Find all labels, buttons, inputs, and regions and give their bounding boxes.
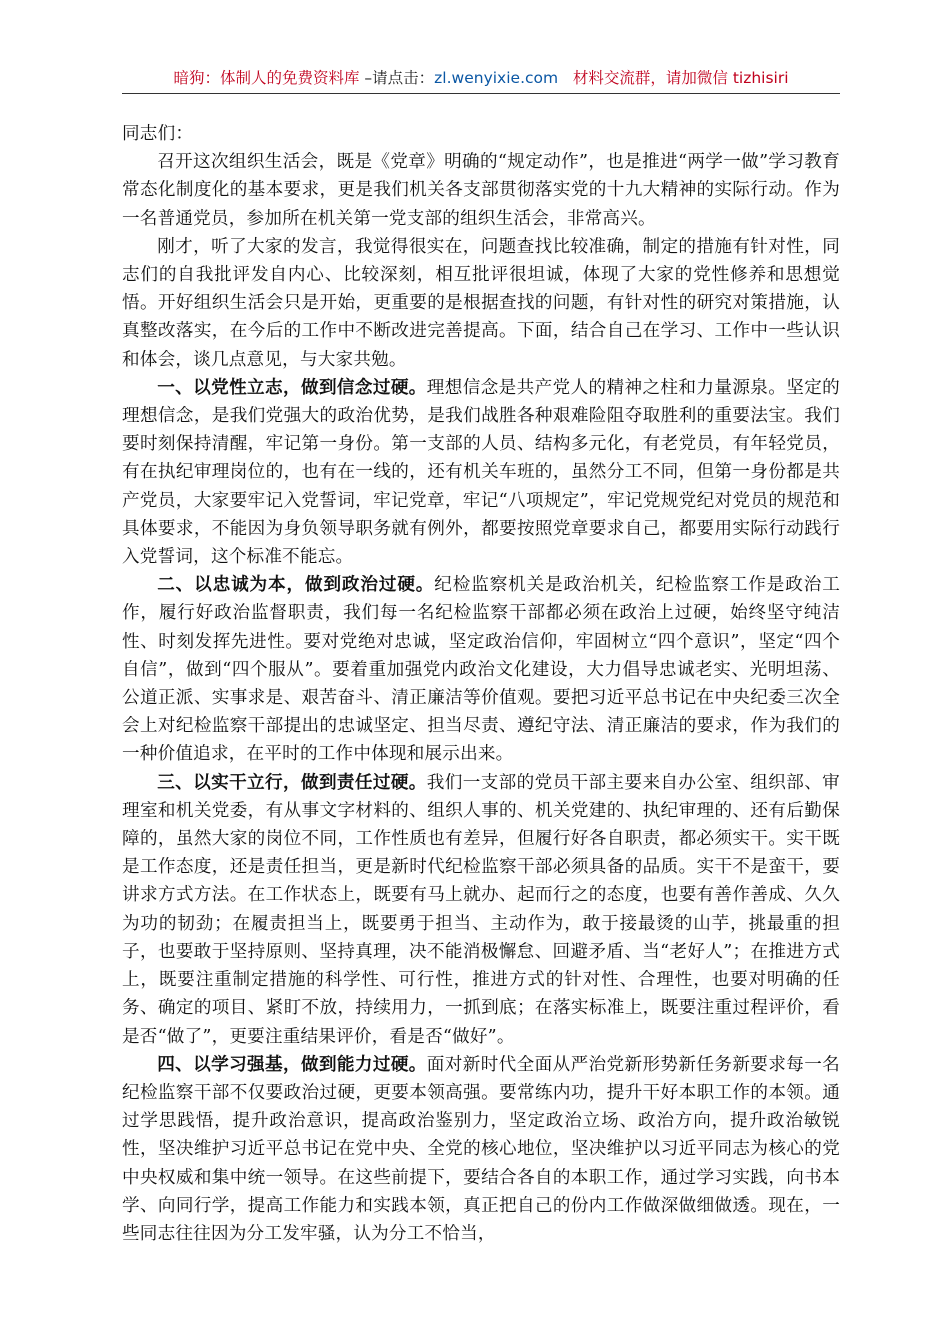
paragraph-comment: 刚才，听了大家的发言，我觉得很实在，问题查找比较准确，制定的措施有针对性，同志们的自我批评发自内心、比较深刻，相互批评很坦诚，体现了大家的党性修养和思想觉悟。开好组织生活会只是开始，更重要的是根据查找的问题，有针对性的研究对策措施，认真整改落实，在今后的工作中不断改进完善提高。下面，结合自己在学习、工作中一些认识和体会，谈几点意见，与大家共勉。 <box>122 236 840 370</box>
header-url-link[interactable]: zl.wenyixie.com <box>434 69 559 87</box>
section-4-title: 四、以学习强基，做到能力过硬。 <box>157 1053 427 1075</box>
section-2-body: 纪检监察机关是政治机关，纪检监察工作是政治工作，履行好政治监督职责，我们每一名纪检监察干部都必须在政治上过硬，始终坚守纯洁性、时刻发挥先进性。要对党绝对忠诚，坚定政治信仰，牢固树立“四个意识”，坚定“四个自信”，做到“四个服从”。要着重加强党内政治文化建设，大力倡导忠诚老实、光明坦荡、公道正派、实事求是、艰苦奋斗、清正廉洁等价值观。要把习近平总书记在中央纪委三次全会上对纪检监察干部提出的忠诚坚定、担当尽责、遵纪守法、清正廉洁的要求，作为我们的一种价值追求，在平时的工作中体现和展示出来。 <box>122 575 840 765</box>
salutation: 同志们： <box>122 124 194 144</box>
header-brand: 暗狗：体制人的免费资料库 <box>173 69 360 87</box>
section-1-body: 理想信念是共产党人的精神之柱和力量源泉。坚定的理想信念，是我们党强大的政治优势，是我们战胜各种艰难险阻夺取胜利的重要法宝。我们要时刻保持清醒，牢记第一身份。第一支部的人员、结构多元化，有老党员，有年轻党员，有在执纪审理岗位的，也有在一线的，还有机关车班的，虽然分工不同，但第一身份都是共产党员，大家要牢记入党誓词，牢记党章，牢记“八项规定”，牢记党规党纪对党员的规范和具体要求，不能因为身负领导职务就有例外，都要按照党章要求自己，都要用实际行动践行入党誓词，这个标准不能忘。 <box>122 377 840 568</box>
section-3-title: 三、以实干立行，做到责任过硬。 <box>157 771 427 793</box>
paragraph-intro: 召开这次组织生活会，既是《党章》明确的“规定动作”，也是推进“两学一做”学习教育常态化制度化的基本要求，更是我们机关各支部贯彻落实党的十九大精神的实际行动。作为一名普通党员，参加所在机关第一党支部的组织生活会，非常高兴。 <box>122 152 840 229</box>
section-2-title: 二、以忠诚为本，做到政治过硬。 <box>157 574 435 596</box>
header-divider <box>122 93 840 94</box>
section-1 <box>122 374 840 571</box>
section-3-body: 我们一支部的党员干部主要来自办公室、组织部、审理室和机关党委，有从事文字材料的、组织人事的、机关党建的、执纪审理的、还有后勤保障的，虽然大家的岗位不同，工作性质也有差异，但履行好各自职责，都必须实干。实干既是工作态度，还是责任担当，更是新时代纪检监察干部必须具备的品质。实干不是蛮干，要讲求方式方法。在工作状态上，既要有马上就办、起而行之的态度，也要有善作善成、久久为功的韧劲；在履责担当上，既要勇于担当、主动作为，敢于接最烫的山芋，挑最重的担子，也要敢于坚持原则、坚持真理，决不能消极懈怠、回避矛盾、当“老好人”；在推进方式上，既要注重制定措施的科学性、可行性，推进方式的针对性、合理性，也要对明确的任务、确定的项目、紧盯不放，持续用力，一抓到底；在落实标准上，既要注重过程评价，看是否“做了”，更要注重结果评价，看是否“做好”。 <box>122 772 840 1047</box>
section-3 <box>122 769 840 1051</box>
page-header <box>122 66 840 88</box>
section-1-title: 一、以党性立志，做到信念过硬。 <box>157 376 427 398</box>
section-2 <box>122 571 840 768</box>
header-group-text: 材料交流群，请加微信 tizhisiri <box>572 69 789 87</box>
document-body <box>122 120 840 1248</box>
section-4-body: 面对新时代全面从严治党新形势新任务新要求每一名纪检监察干部不仅要政治过硬，更要本领高强。要常练内功，提升干好本职工作的本领。通过学思践悟，提升政治意识，提高政治鉴别力，坚定政治立场、政治方向，提升政治敏锐性，坚决维护习近平总书记在党中央、全党的核心地位，坚决维护以习近平同志为核心的党中央权威和集中统一领导。在这些前提下，要结合各自的本职工作，通过学习实践，向书本学、向同行学，提高工作能力和实践本领，真正把自己的份内工作做深做细做透。现在，一些同志往往因为分工发牢骚，认为分工不恰当， <box>122 1054 840 1244</box>
header-click-text: –请点击： <box>359 69 435 87</box>
section-4 <box>122 1051 840 1248</box>
